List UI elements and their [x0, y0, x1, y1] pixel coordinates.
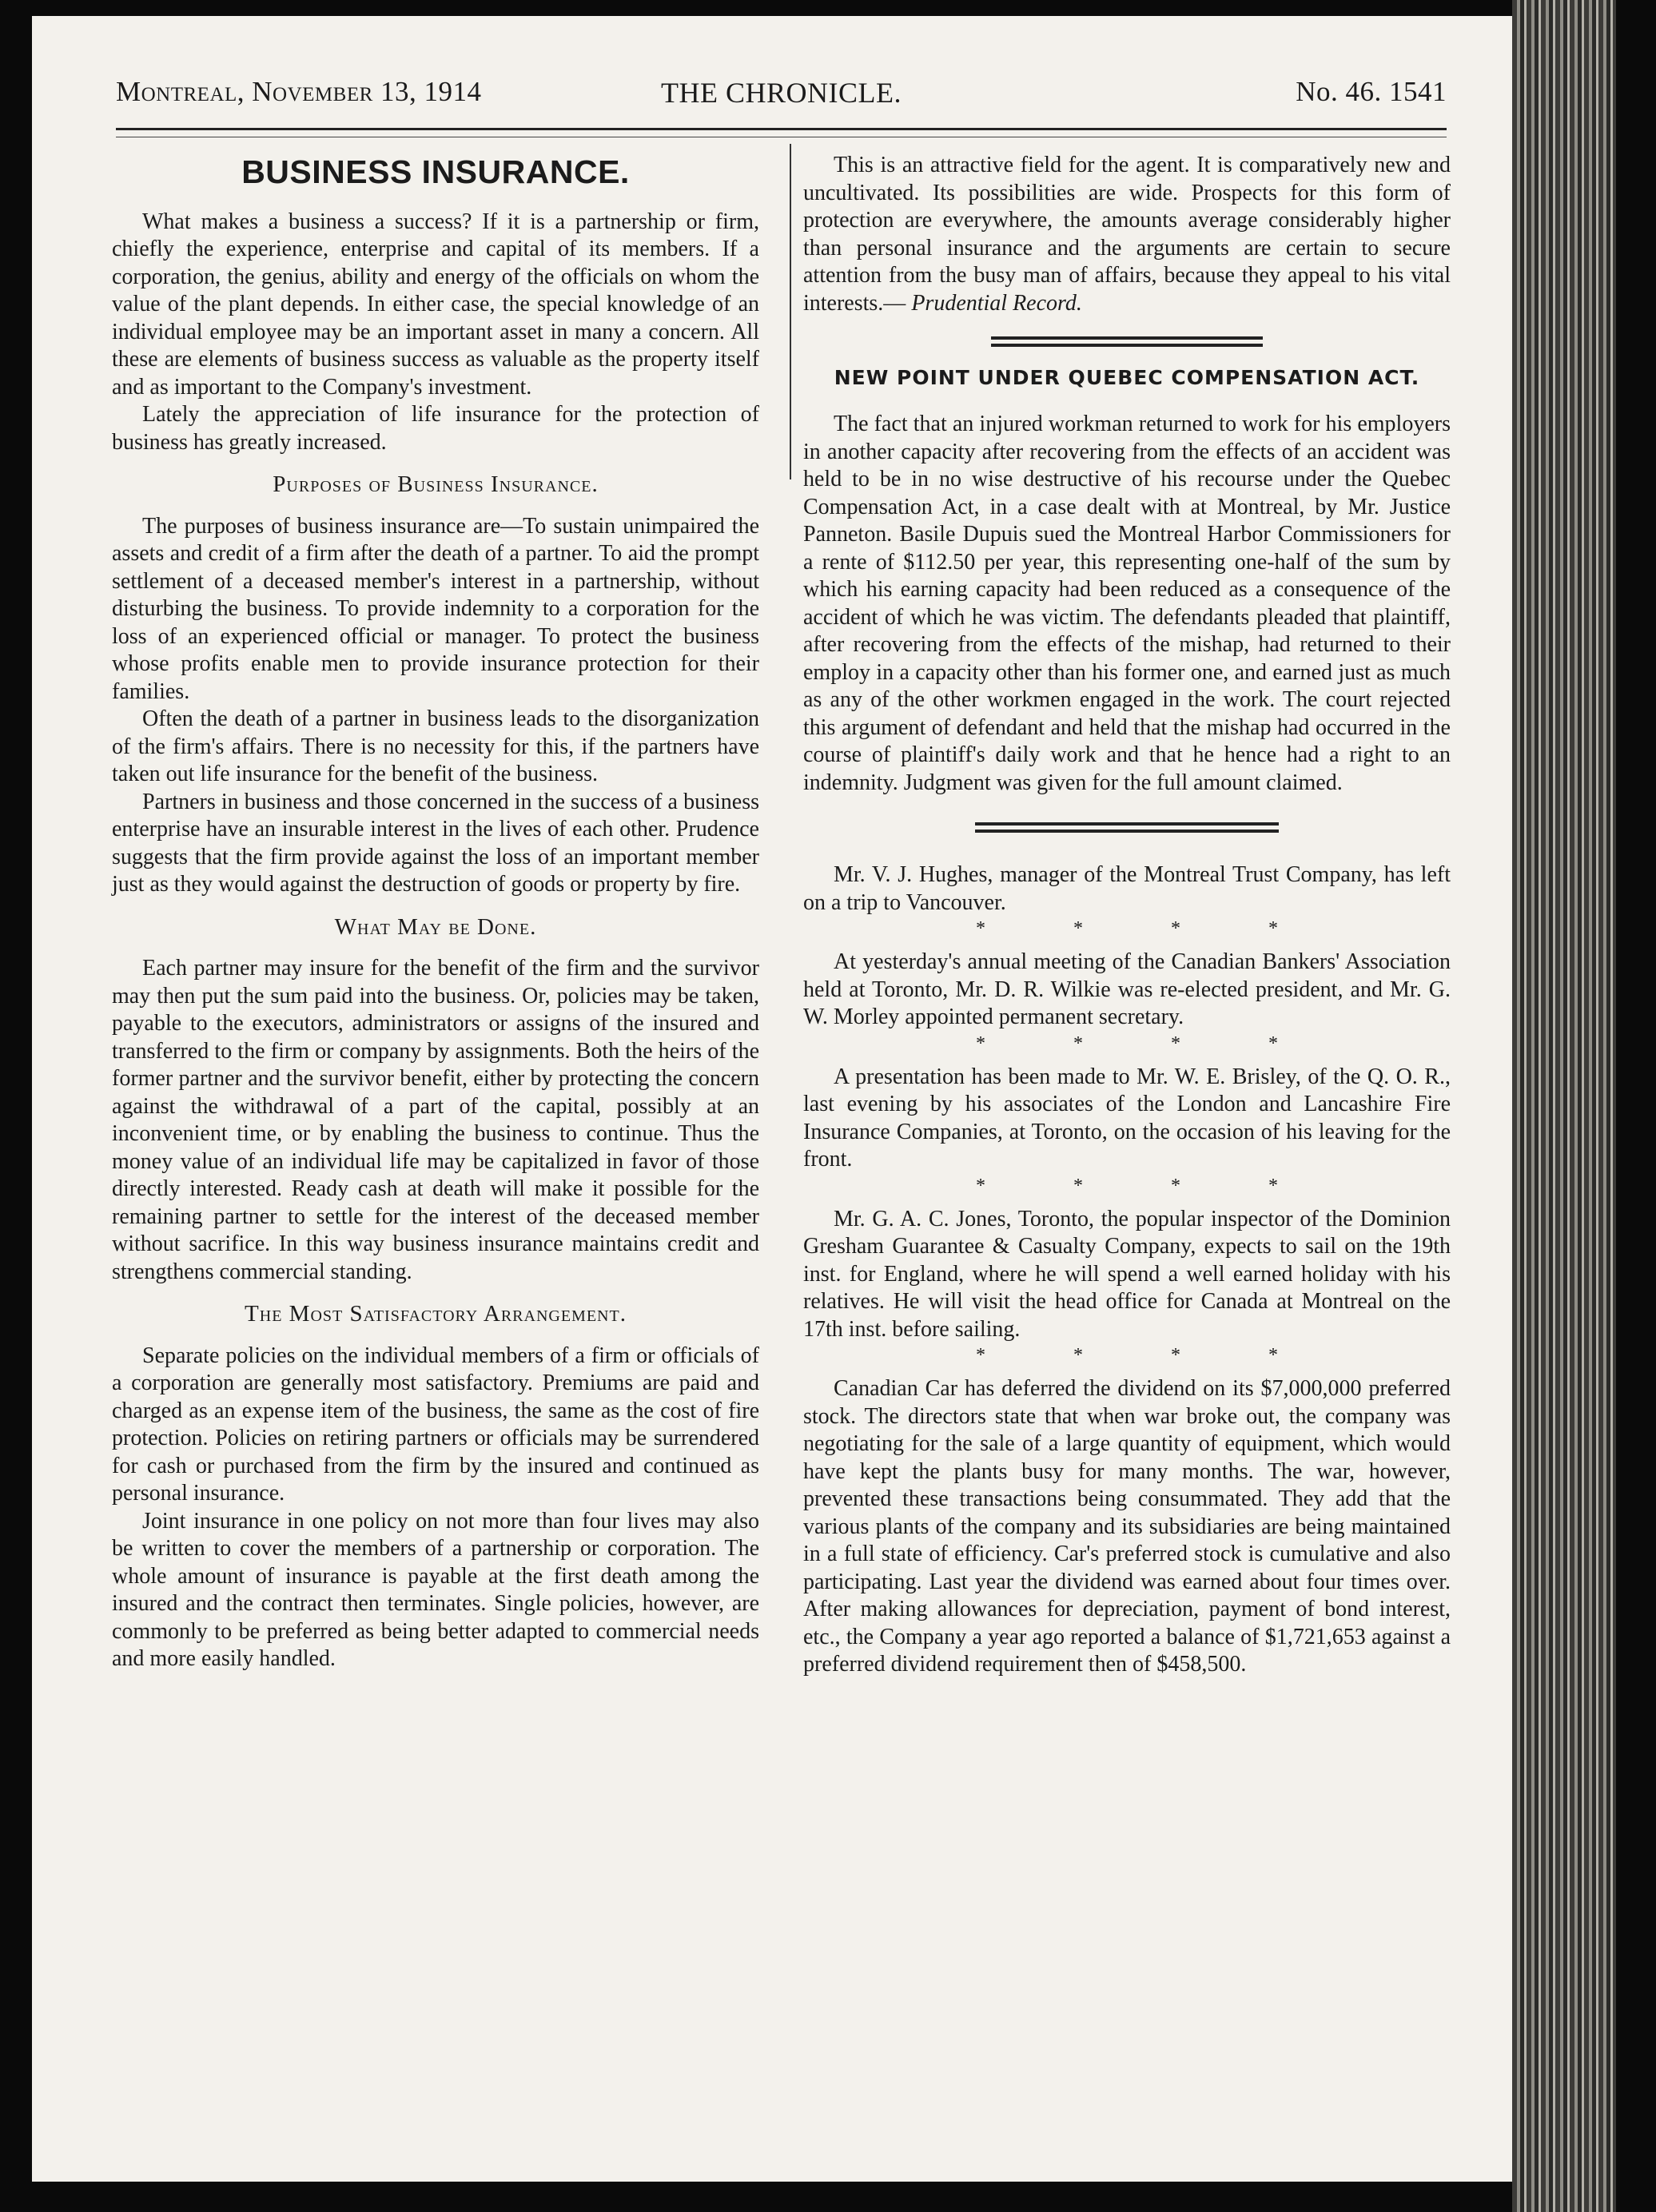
article-title-business-insurance: BUSINESS INSURANCE.	[241, 153, 630, 190]
news-note: A presentation has been made to Mr. W. E. Brisley, of the Q. O. R., last evening by his associates of the London and Lancashire Fire Insurance Companies, at Toronto, on the occasion of his leaving for the front.	[803, 1064, 1451, 1172]
paragraph: Lately the appreciation of life insurance for the protection of business has greatly increased.	[112, 402, 759, 455]
article-title-quebec-compensation: NEW POINT UNDER QUEBEC COMPENSATION ACT.	[834, 366, 1420, 389]
paragraph: Separate policies on the individual members of a firm or officials of a corporation are generally most satisfactory. Premiums are paid and charged as an expense item of the business, the same as the cost of fire protection. Policies on retiring partners or officials may be surrendered for cash or purchased from the firm by the insured and continued as personal insurance.	[112, 1343, 759, 1506]
subheading-purposes: Purposes of Business Insurance.	[273, 471, 599, 497]
paragraph: The fact that an injured workman returned to work for his employers in another capacity after recovering from the effects of an accident was held to be in no wise destructive of his recourse under the Quebec Compensation Act, in a case dealt with at Montreal, by Mr. Justice Panneton. Basile Dupuis sued the Montreal Harbor Commissioners for a rente of $112.50 per year, this representing one-half of the sum by which his earning capacity had been reduced as a consequence of the accident of which he was victim. The defendants pleaded that plaintiff, after recovering from the effects of the mishap, had returned to their employ in a capacity other than his former one, and earned just as much as any of the other workmen engaged in the work. The court rejected this argument of defendant and held that the mishap had occurred in the course of plaintiff's daily work and that he hence had a right to an indemnity. Judgment was given for the full amount claimed.	[803, 412, 1451, 795]
star-separator: * * * *	[976, 918, 1320, 939]
news-note: Mr. G. A. C. Jones, Toronto, the popular inspector of the Dominion Gresham Guarantee & Casualty Company, expects to sail on the 19th inst. for England, where he will spend a well earned holiday with his relatives. He will visit the head office for Canada at Montreal on the 17th inst. before sailing.	[803, 1206, 1451, 1342]
paragraph: What makes a business a success? If it is a partnership or firm, chiefly the experience, enterprise and capital of its members. If a corporation, the genius, ability and energy of the officials on whom the value of the plant depends. In either case, the special knowledge of an individual employee may be an important asset in many a concern. All these are elements of business success as valuable as the property itself and as important to the Company's investment.	[112, 209, 759, 400]
header-rule	[116, 128, 1447, 137]
subheading-arrangement: The Most Satisfactory Arrangement.	[245, 1301, 627, 1327]
paragraph: Partners in business and those concerned in the success of a business enterprise have an insurable interest in the lives of each other. Prudence suggests that the firm provide against the loss of an important member just as they would against the destruction of goods or property by fire.	[112, 789, 759, 897]
news-note: At yesterday's annual meeting of the Canadian Bankers' Association held at Toronto, Mr. D. R. Wilkie was re-elected president, and Mr. G. W. Morley appointed permanent secretary.	[803, 949, 1451, 1029]
paragraph: Joint insurance in one policy on not more than four lives may also be written to cover the members of a partnership or corporation. The whole amount of insurance is payable at the first death among the insured and the contract then terminates. Single policies, however, are commonly to be preferred as being better adapted to commercial needs and more easily handled.	[112, 1508, 759, 1671]
right-column	[803, 152, 1451, 1679]
paragraph: Each partner may insure for the benefit of the firm and the survivor may then put the sum paid into the business. Or, policies may be taken, payable to the executors, administrators or assigns of the insured and transferred to the firm or company by assignments. Both the heirs of the former partner and the survivor benefit, either by protecting the concern against the withdrawal of a part of the capital, possibly at an inconvenient time, or by enabling the business to continue. Thus the money value of an individual life may be capitalized in favor of those directly interested. Ready cash at death will make it possible for the remaining partner to settle for the interest of the deceased member without sacrifice. In this way business insurance maintains credit and strengthens commercial standing.	[112, 956, 759, 1284]
news-note: Canadian Car has deferred the dividend on its $7,000,000 preferred stock. The directors state that when war broke out, the company was negotiating for the sale of a large quantity of equipment, which would have kept the plants busy for many months. The war, however, prevented these transactions being consummated. They add that the various plants of the company and its subsidiaries are being maintained in a full state of efficiency. Car's preferred stock is cumulative and also participating. Last year the dividend was earned about four times over. After making allowances for depreciation, payment of bond interest, etc., the Company a year ago reported a balance of $1,721,653 against a preferred dividend requirement then of $458,500.	[803, 1376, 1451, 1677]
star-separator: * * * *	[976, 1032, 1320, 1054]
issue-and-page-number: No. 46. 1541	[1296, 76, 1447, 107]
paragraph-continuation	[803, 152, 1451, 317]
continuation-text: This is an attractive field for the agent. It is comparatively new and uncultivated. Its possibilities are wide. Prospects for this form of protection are everywhere, the amounts average considerably higher than personal insurance and the arguments are certain to secure attention from the busy man of affairs, because they appeal to his vital interests.—	[803, 153, 1451, 316]
section-rule	[991, 336, 1263, 347]
dateline: Montreal, November 13, 1914	[116, 76, 482, 107]
subheading-what-may-be-done: What May be Done.	[334, 913, 537, 940]
newspaper-page	[32, 16, 1512, 2182]
star-separator: * * * *	[976, 1345, 1320, 1366]
book-page-edges	[1512, 0, 1616, 2212]
news-note: Mr. V. J. Hughes, manager of the Montreal Trust Company, has left on a trip to Vancouver.	[803, 862, 1451, 915]
section-rule	[975, 822, 1279, 833]
source-citation: Prudential Record.	[911, 290, 1082, 316]
publication-title: THE CHRONICLE.	[661, 77, 902, 109]
running-head	[116, 76, 1447, 124]
paragraph: The purposes of business insurance are—To sustain unimpaired the assets and credit of a firm after the death of a partner. To aid the prompt settlement of a deceased member's interest in a partnership, without disturbing the business. To provide indemnity to a corporation for the loss of an experienced official or manager. To protect the business whose profits enable men to provide insurance protection for their families.	[112, 513, 759, 704]
column-divider	[790, 144, 791, 479]
paragraph: Often the death of a partner in business leads to the disorganization of the firm's affairs. There is no necessity for this, if the partners have taken out life insurance for the benefit of the business.	[112, 706, 759, 786]
star-separator: * * * *	[976, 1175, 1320, 1196]
left-column	[112, 152, 759, 1673]
